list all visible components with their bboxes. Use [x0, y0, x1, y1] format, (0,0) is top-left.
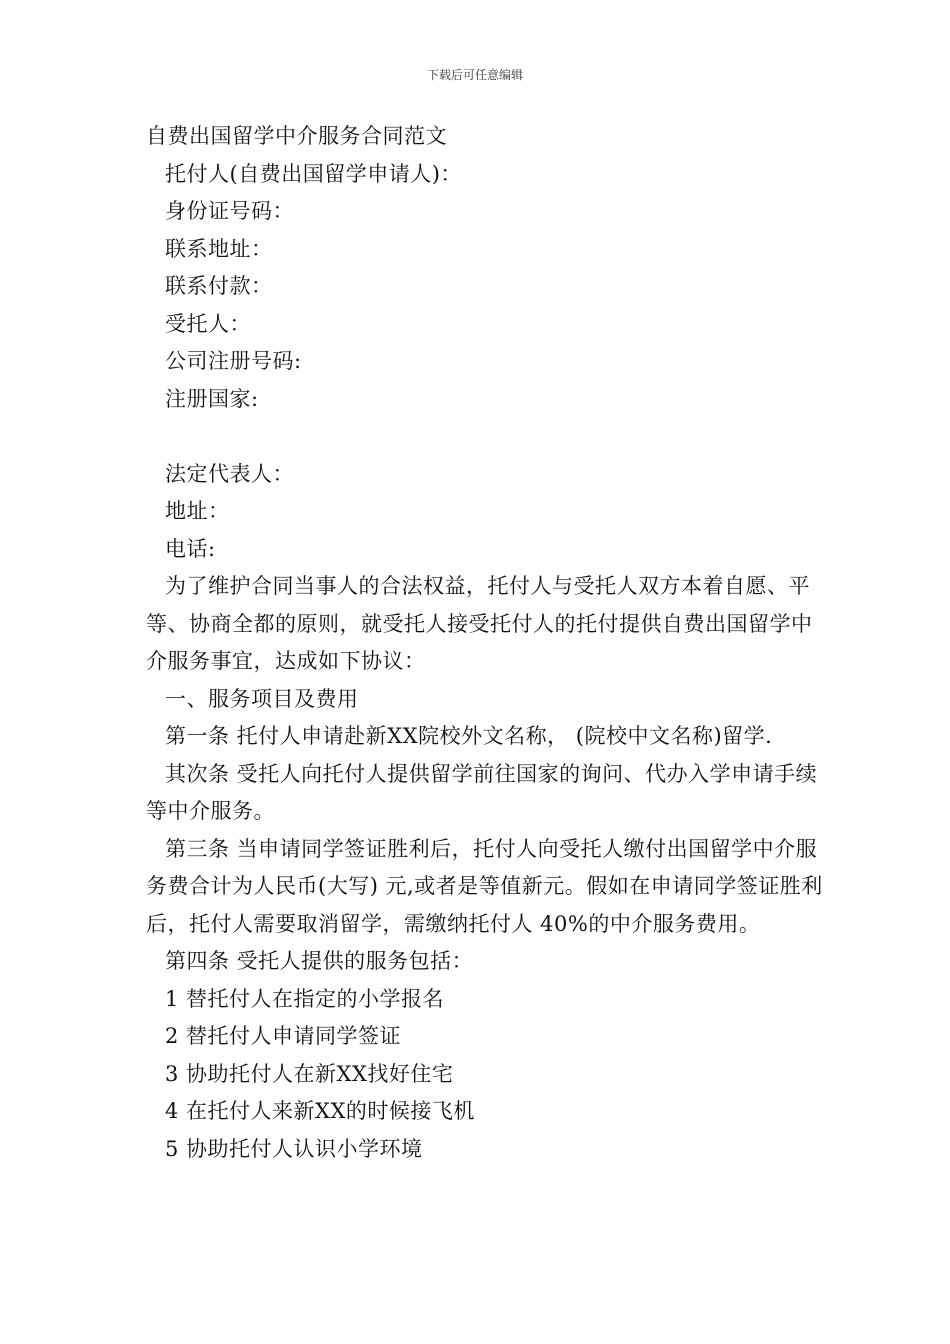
service-item: 1 替托付人在指定的小学报名 [165, 986, 445, 1011]
document-title: 自费出国留学中介服务合同范文 [146, 124, 447, 148]
id-number-field: 身份证号码： [165, 199, 294, 223]
service-item: 2 替托付人申请同学签证 [165, 1024, 402, 1048]
preamble-paragraph: 为了维护合同当事人的合法权益，托付人与受托人双方本着自愿、平等、协商全都的原则，就受托人接受托付人的托付提供自费出国留学中介服务事宜，达成如下协议： [146, 574, 813, 673]
company-reg-field: 公司注册号码: [165, 349, 302, 373]
reg-country-field: 注册国家: [165, 386, 259, 411]
service-item: 5 协助托付人认识小学环境 [165, 1136, 423, 1161]
address-field: 联系地址： [165, 236, 273, 261]
client-field: 托付人(自费出国留学申请人)： [165, 161, 462, 186]
article-2: 其次条 受托人向托付人提供留学前往国家的询问、代办入学申请手续等中介服务。 [146, 761, 818, 823]
payment-field: 联系付款： [165, 274, 273, 298]
service-item: 4 在托付人来新XX的时候接飞机 [165, 1099, 475, 1123]
contract-document [146, 118, 826, 1168]
trustee-field: 受托人： [165, 311, 251, 336]
article-3: 第三条 当申请同学签证胜利后，托付人向受托人缴付出国留学中介服务费合计为人民币(大写) 元,或者是等值新元。假如在申请同学签证胜利后，托付人需要取消留学，需缴纳托付人 40%的中介服务费用。 [146, 836, 823, 936]
article-1: 第一条 托付人申请赴新XX院校外文名称， (院校中文名称)留学. [165, 724, 773, 748]
service-item: 3 协助托付人在新XX找好住宅 [165, 1061, 454, 1086]
phone-field: 电话: [165, 536, 216, 561]
section-heading: 一、服务项目及费用 [165, 686, 359, 711]
page-header-note: 下载后可任意编辑 [426, 68, 523, 82]
trustee-address-field: 地址： [165, 499, 230, 523]
legal-rep-field: 法定代表人： [165, 461, 294, 486]
blank-line [146, 418, 826, 456]
article-4: 第四条 受托人提供的服务包括： [165, 949, 474, 973]
